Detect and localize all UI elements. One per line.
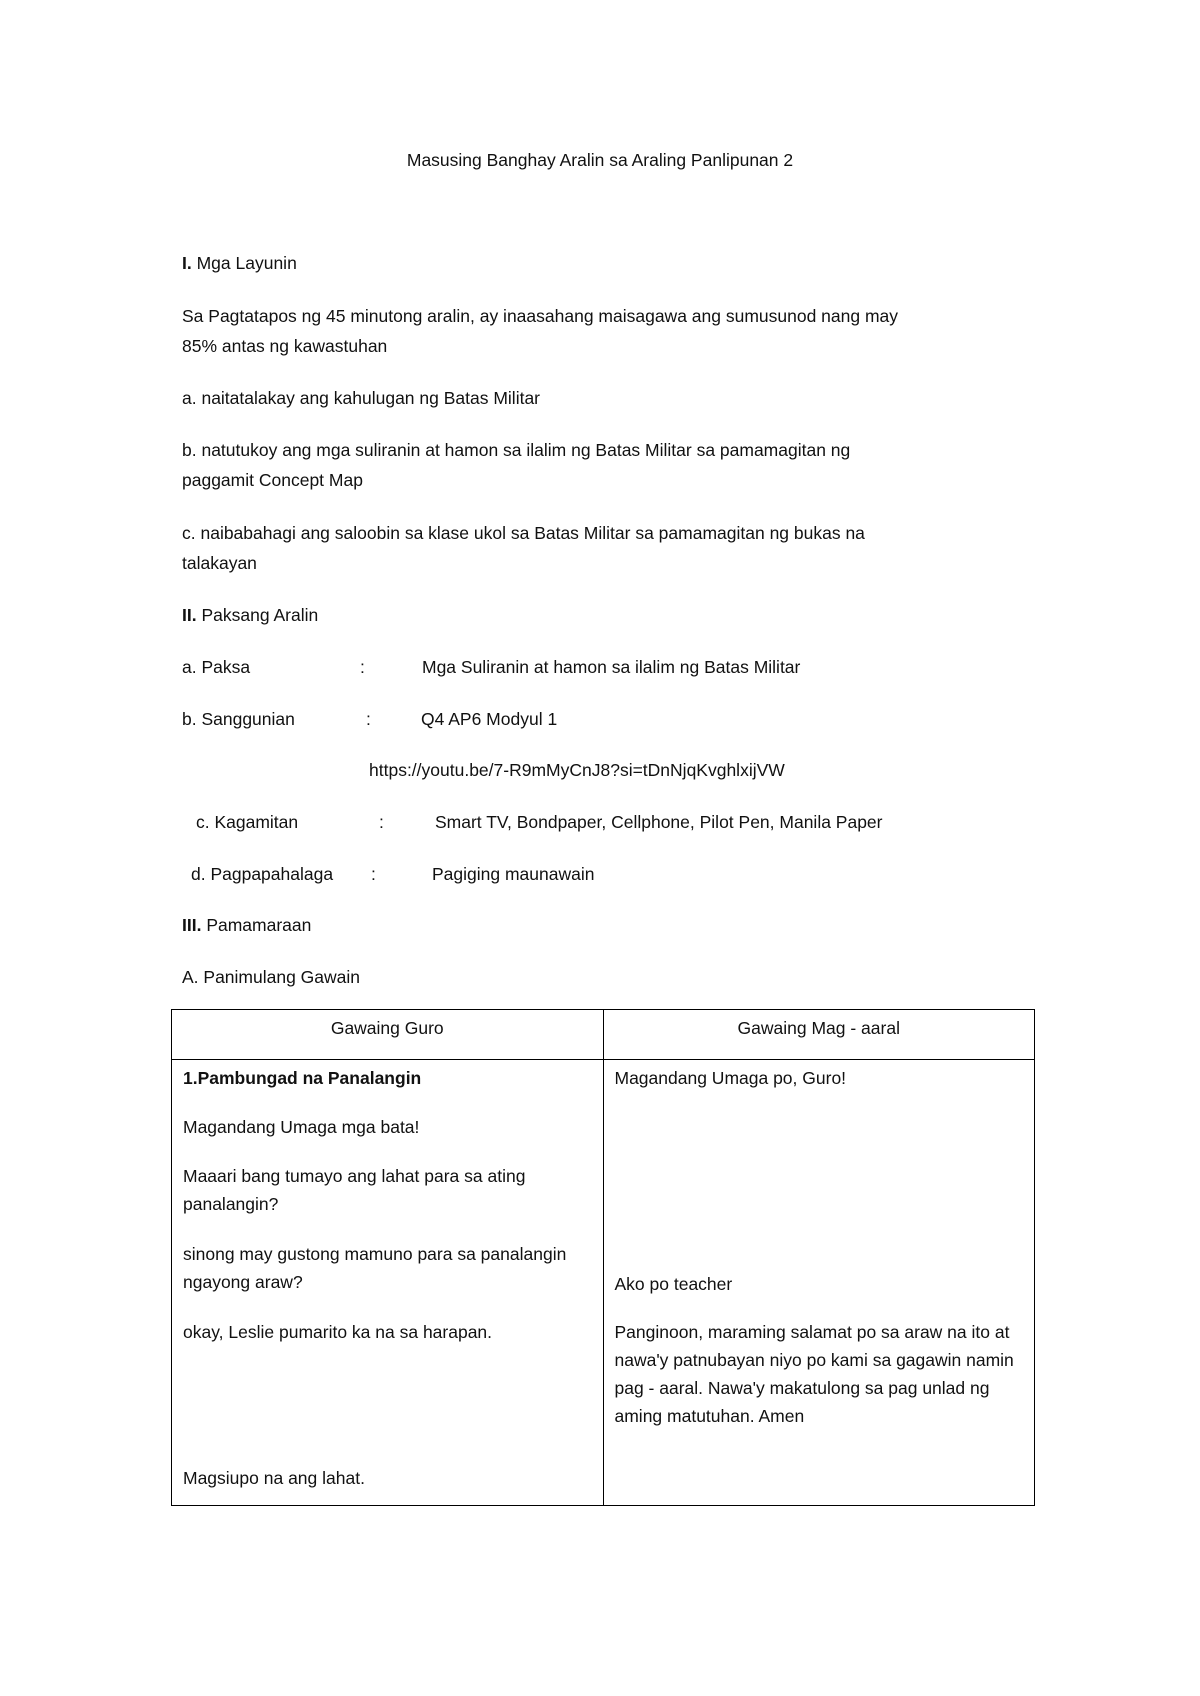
mag-aaral-prayer: Panginoon, maraming salamat po sa araw na ito at nawa'y patnubayan niyo po kami sa gagawin namin pag - aaral. Nawa'y makatulong sa pag unlad ng aming matutuhan. Amen: [614, 1322, 1014, 1426]
objective-b-line-1: b. natutukoy ang mga suliranin at hamon sa ilalim ng Batas Militar sa pamamagitan ng: [182, 440, 851, 460]
mag-aaral-header-label: Gawaing Mag - aaral: [737, 1018, 900, 1038]
procedure-table: [171, 1009, 1035, 1506]
section-2-title: Paksang Aralin: [196, 605, 319, 625]
section-3-title: Pamamaraan: [201, 915, 312, 935]
section-2-heading: [182, 605, 318, 626]
guro-column-header: [172, 1010, 604, 1060]
pagpapahalaga-label: d. Pagpapahalaga: [191, 864, 334, 884]
objective-c-line-1: c. naibabahagi ang saloobin sa klase ukol sa Batas Militar sa pamamagitan ng bukas na: [182, 523, 865, 543]
guro-greeting: Magandang Umaga mga bata!: [183, 1117, 420, 1137]
guro-header-label: Gawaing Guro: [330, 1018, 444, 1038]
objectives-intro-line-2: 85% antas ng kawastuhan: [182, 336, 388, 356]
kagamitan-value: Smart TV, Bondpaper, Cellphone, Pilot Pen, Manila Paper: [435, 812, 883, 832]
panimulang-gawain-heading: A. Panimulang Gawain: [182, 967, 361, 987]
table-row: [172, 1060, 1035, 1506]
section-1-number: I.: [182, 253, 192, 273]
paksa-colon: :: [360, 657, 365, 677]
table-header-row: [172, 1010, 1035, 1060]
document-title: Masusing Banghay Aralin sa Araling Panlipunan 2: [406, 150, 794, 170]
objective-c-line-2: talakayan: [182, 553, 257, 573]
guro-okay: okay, Leslie pumarito ka na sa harapan.: [183, 1322, 493, 1342]
paksa-value: Mga Suliranin at hamon sa ilalim ng Batas Militar: [422, 657, 801, 677]
objective-a: a. naitatalakay ang kahulugan ng Batas Militar: [182, 388, 541, 408]
section-1-title: Mga Layunin: [191, 253, 297, 273]
objectives-intro-line-1: Sa Pagtatapos ng 45 minutong aralin, ay inaasahang maisagawa ang sumusunod nang may: [182, 306, 899, 326]
section-3-number: III.: [182, 915, 202, 935]
guro-sit: Magsiupo na ang lahat.: [183, 1468, 365, 1488]
sanggunian-link[interactable]: https://youtu.be/7-R9mMyCnJ8?si=tDnNjqKvghlxijVW: [369, 760, 785, 780]
mag-aaral-column-header: [603, 1010, 1035, 1060]
sanggunian-label: b. Sanggunian: [182, 709, 295, 729]
kagamitan-colon: :: [379, 812, 384, 832]
step-title: [183, 1064, 593, 1092]
mag-aaral-cell: [603, 1060, 1035, 1506]
paksa-label: a. Paksa: [182, 657, 251, 677]
mag-aaral-volunteer: Ako po teacher: [614, 1274, 733, 1294]
pagpapahalaga-colon: :: [371, 864, 376, 884]
guro-lead-question: sinong may gustong mamuno para sa panalangin ngayong araw?: [183, 1244, 567, 1292]
guro-stand-instruction: Maaari bang tumayo ang lahat para sa ating panalangin?: [183, 1166, 526, 1214]
section-1-heading: [182, 253, 297, 274]
sanggunian-value: Q4 AP6 Modyul 1: [421, 709, 558, 729]
section-3-heading: [182, 915, 311, 936]
mag-aaral-greeting: Magandang Umaga po, Guro!: [614, 1068, 847, 1088]
step-title-text: 1.Pambungad na Panalangin: [183, 1068, 422, 1088]
objective-b-line-2: paggamit Concept Map: [182, 470, 363, 490]
sanggunian-colon: :: [366, 709, 371, 729]
guro-cell: [172, 1060, 604, 1506]
section-2-number: II.: [182, 605, 197, 625]
pagpapahalaga-value: Pagiging maunawain: [432, 864, 595, 884]
kagamitan-label: c. Kagamitan: [196, 812, 299, 832]
